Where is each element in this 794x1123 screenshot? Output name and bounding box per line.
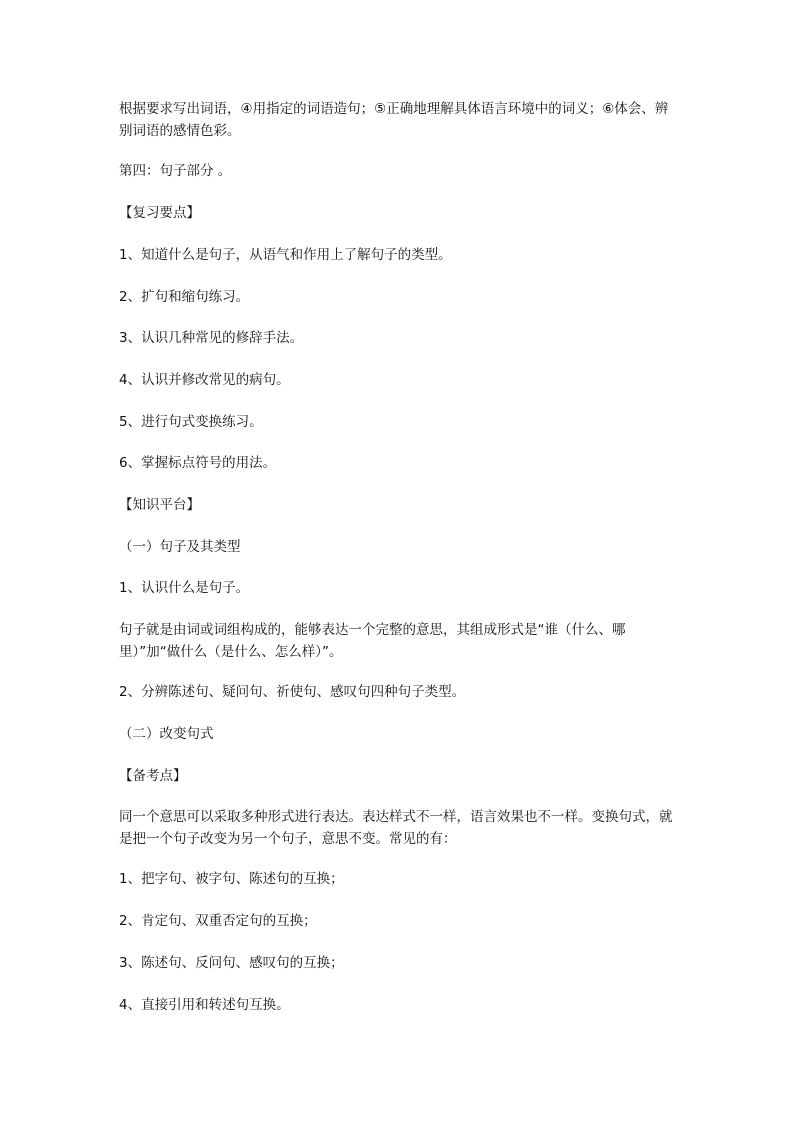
transform-item-4: 4、直接引用和转述句互换。 bbox=[119, 997, 290, 1013]
list-item-3: 3、认识几种常见的修辞手法。 bbox=[119, 330, 304, 346]
heading-review-points: 【复习要点】 bbox=[119, 205, 200, 221]
section-heading-sentences: 第四：句子部分 。 bbox=[119, 163, 232, 179]
heading-exam-points: 【备考点】 bbox=[119, 768, 187, 784]
paragraph-sentence-definition: 句子就是由词或词组构成的，能够表达一个完整的意思，其组成形式是“谁（什么、哪里）”加“做什么（是什么、怎么样）”。 bbox=[119, 622, 626, 660]
heading-knowledge-platform: 【知识平台】 bbox=[119, 497, 200, 513]
list-item-6: 6、掌握标点符号的用法。 bbox=[119, 455, 277, 471]
paragraph-transform-explanation: 同一个意思可以采取多种形式进行表达。表达样式不一样，语言效果也不一样。变换句式，就是把一个句子改变为另一个句子，意思不变。常见的有： bbox=[119, 809, 673, 847]
point-what-is-sentence: 1、认识什么是句子。 bbox=[119, 580, 250, 596]
subheading-sentence-types: （一）句子及其类型 bbox=[119, 539, 241, 555]
list-item-4: 4、认识并修改常见的病句。 bbox=[119, 372, 290, 388]
transform-item-1: 1、把字句、被字句、陈述句的互换； bbox=[119, 871, 344, 887]
list-item-1: 1、知道什么是句子，从语气和作用上了解句子的类型。 bbox=[119, 247, 452, 263]
list-item-5: 5、进行句式变换练习。 bbox=[119, 414, 263, 430]
transform-item-3: 3、陈述句、反问句、感叹句的互换； bbox=[119, 955, 344, 971]
paragraph-intro-continued: 根据要求写出词语，④用指定的词语造句；⑤正确地理解具体语言环境中的词义；⑥体会、辨别词语的感情色彩。 bbox=[119, 101, 669, 139]
subheading-change-sentence: （二）改变句式 bbox=[119, 726, 214, 742]
list-item-2: 2、扩句和缩句练习。 bbox=[119, 289, 250, 305]
point-four-sentence-types: 2、分辨陈述句、疑问句、祈使句、感叹句四种句子类型。 bbox=[119, 684, 466, 700]
transform-item-2: 2、肯定句、双重否定句的互换； bbox=[119, 913, 317, 929]
